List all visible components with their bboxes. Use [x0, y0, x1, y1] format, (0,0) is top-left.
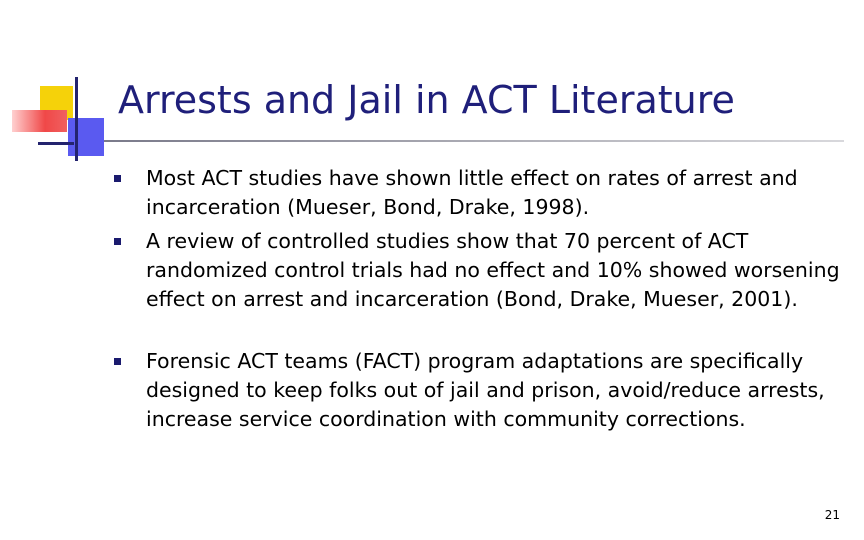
logo-vertical-line [75, 77, 78, 161]
square-bullet-icon [114, 358, 121, 365]
square-bullet-icon [114, 175, 121, 182]
bullet-item-2: A review of controlled studies show that 70 percent of ACT randomized control trials had no effect and 10% showed worsening effect on arrest and incarceration (Bond, Drake, Mueser, 2001). [146, 229, 840, 311]
bullet-item-3: Forensic ACT teams (FACT) program adaptations are specifically designed to keep folks out of jail and prison, avoid/reduce arrests, increase service coordination with community corrections. [146, 349, 825, 431]
logo-red-bar [12, 110, 67, 132]
square-bullet-icon [114, 238, 121, 245]
logo-horizontal-line [38, 142, 74, 145]
page-number: 21 [824, 508, 840, 522]
slide-logo-icon [0, 0, 120, 170]
bullet-item-1: Most ACT studies have shown little effect on rates of arrest and incarceration (Mueser, Bond, Drake, 1998). [146, 166, 798, 219]
slide-title: Arrests and Jail in ACT Literature [118, 78, 735, 122]
logo-blue-square [68, 118, 104, 156]
title-divider [104, 140, 844, 142]
